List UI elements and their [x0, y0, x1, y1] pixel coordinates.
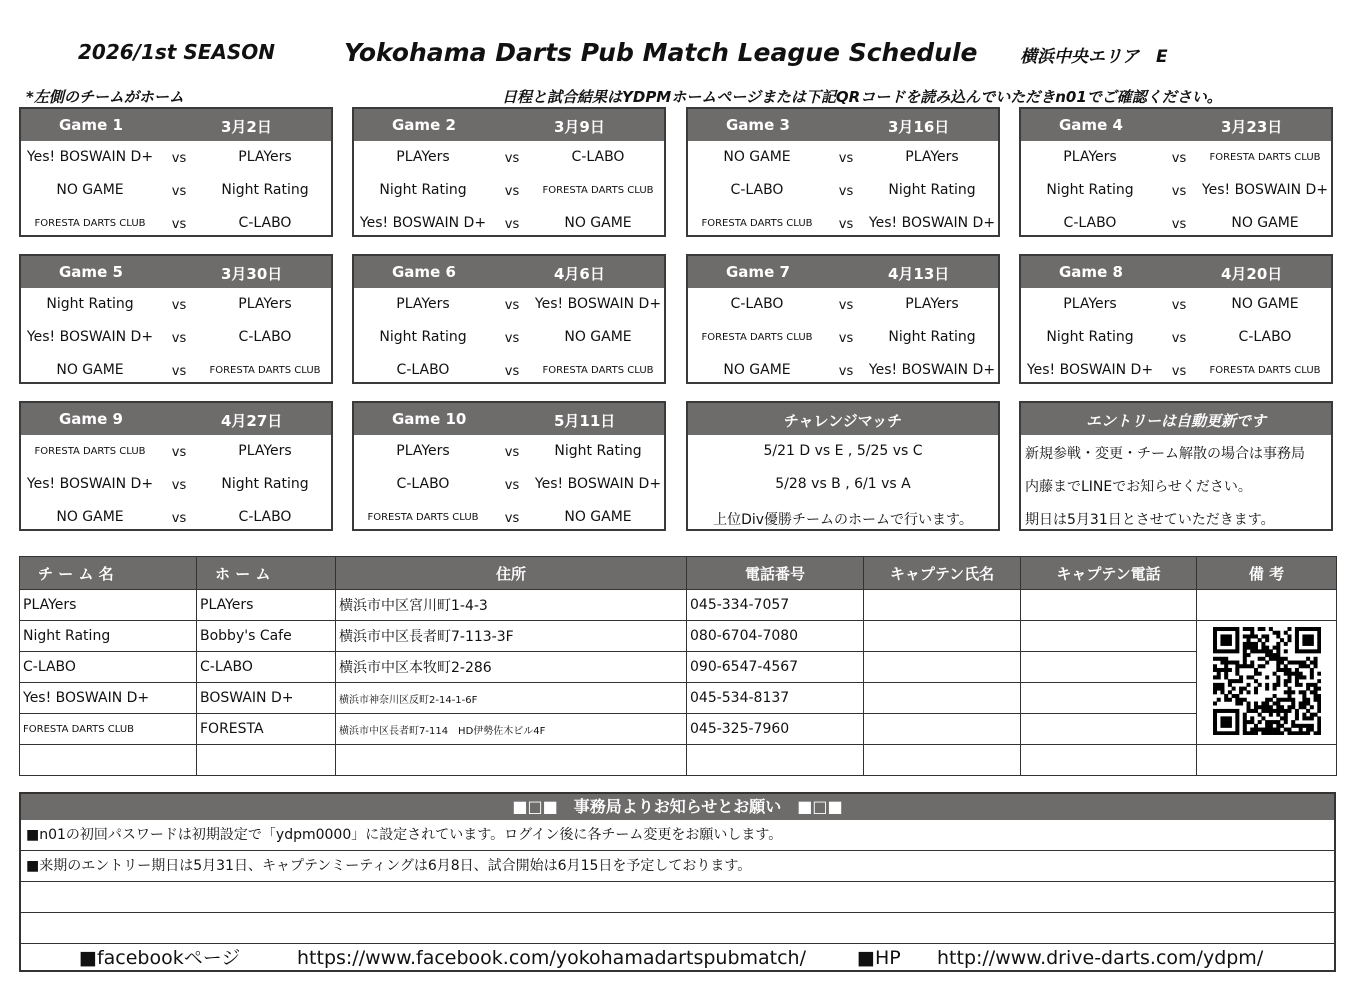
match-row: [21, 288, 331, 321]
vs-label: vs: [838, 364, 854, 379]
qr-code-icon[interactable]: [1213, 627, 1321, 735]
away-team: Night Rating: [888, 329, 976, 345]
facebook-link[interactable]: https://www.facebook.com/yokohamadartspubmatch/: [297, 947, 806, 969]
entry-box-line: 内藤までLINEでお知らせください。: [1025, 479, 1252, 495]
vs-label: vs: [171, 151, 187, 166]
home-cell: Bobby's Cafe: [197, 621, 336, 652]
home-cell: FORESTA: [197, 714, 336, 745]
entry-box-title: エントリーは自動更新です: [1085, 412, 1266, 430]
game-header: [21, 109, 331, 141]
challenge-box-line-row: [688, 435, 998, 468]
home-team: FORESTA DARTS CLUB: [701, 332, 813, 343]
challenge-box-line: 5/28 vs B , 6/1 vs A: [775, 476, 911, 492]
challenge-box: [686, 401, 1000, 531]
vs-label: vs: [171, 445, 187, 460]
game-box: [352, 254, 666, 384]
vs-label: vs: [838, 217, 854, 232]
game-date: 3月23日: [1221, 118, 1283, 136]
home-team: C-LABO: [396, 362, 450, 378]
home-team: C-LABO: [730, 296, 784, 312]
team-name-cell: [20, 745, 197, 776]
notice-line: ■n01の初回パスワードは初期設定で「ydpm0000」に設定されています。ログイン後に各チーム変更をお願いします。: [21, 820, 1334, 851]
vs-label: vs: [1171, 184, 1187, 199]
match-row: [21, 321, 331, 354]
area-label: 横浜中央エリア E: [1020, 47, 1168, 67]
vs-label: vs: [838, 184, 854, 199]
match-row: [688, 174, 998, 207]
remarks-cell: [1197, 745, 1337, 776]
home-team: PLAYers: [396, 149, 450, 165]
home-team: PLAYers: [1063, 149, 1117, 165]
home-team: PLAYers: [396, 296, 450, 312]
away-team: NO GAME: [564, 329, 632, 345]
game-header: [354, 256, 664, 288]
game-header: [1021, 109, 1331, 141]
match-row: [1021, 354, 1331, 387]
match-row: [1021, 174, 1331, 207]
away-team: PLAYers: [238, 443, 292, 459]
game-number: Game 1: [59, 116, 123, 134]
challenge-box-line-row: [688, 501, 998, 534]
entry-box-line-row: [1021, 435, 1331, 468]
captain-name-cell[interactable]: [864, 745, 1021, 776]
game-number: Game 10: [392, 410, 467, 428]
home-team: FORESTA DARTS CLUB: [34, 446, 146, 457]
game-number: Game 9: [59, 410, 123, 428]
home-team: NO GAME: [56, 509, 124, 525]
away-team: C-LABO: [571, 149, 625, 165]
notice-title: ■□■ 事務局よりお知らせとお願い ■□■: [21, 794, 1334, 820]
game-header: [688, 109, 998, 141]
phone-cell: [687, 745, 864, 776]
home-team: FORESTA DARTS CLUB: [701, 218, 813, 229]
game-header: [21, 403, 331, 435]
away-team: Yes! BOSWAIN D+: [868, 362, 996, 378]
vs-label: vs: [1171, 151, 1187, 166]
teams-table: [19, 556, 1337, 776]
game-box: [686, 107, 1000, 237]
home-team: PLAYers: [1063, 296, 1117, 312]
vs-label: vs: [171, 331, 187, 346]
home-team: Yes! BOSWAIN D+: [359, 215, 487, 231]
address-cell: [336, 745, 687, 776]
match-row: [21, 501, 331, 534]
home-team: Night Rating: [379, 182, 467, 198]
challenge-box-line: 上位Div優勝チームのホームで行います。: [713, 512, 973, 528]
team-name-cell: PLAYers: [20, 590, 197, 621]
game-date: 3月9日: [554, 118, 605, 136]
phone-cell: 045-325-7960: [687, 714, 864, 745]
game-date: 4月20日: [1221, 265, 1283, 283]
vs-label: vs: [504, 511, 520, 526]
home-team: Yes! BOSWAIN D+: [26, 329, 154, 345]
away-team: FORESTA DARTS CLUB: [542, 185, 654, 196]
game-box: [1019, 254, 1333, 384]
match-row: [688, 141, 998, 174]
match-row: [21, 354, 331, 387]
away-team: C-LABO: [1238, 329, 1292, 345]
match-row: [1021, 321, 1331, 354]
vs-label: vs: [504, 445, 520, 460]
match-row: [354, 354, 664, 387]
notice-line: ■来期のエントリー期日は5月31日、キャプテンミーティングは6月8日、試合開始は6月15日を予定しております。: [21, 851, 1334, 882]
phone-cell: 045-534-8137: [687, 683, 864, 714]
home-cell: C-LABO: [197, 652, 336, 683]
away-team: FORESTA DARTS CLUB: [209, 365, 321, 376]
game-box: [19, 254, 333, 384]
away-team: Night Rating: [554, 443, 642, 459]
phone-cell: 045-334-7057: [687, 590, 864, 621]
home-team-note: *左側のチームがホーム: [26, 88, 184, 106]
match-row: [21, 174, 331, 207]
challenge-box-line-row: [688, 468, 998, 501]
home-team: Yes! BOSWAIN D+: [26, 476, 154, 492]
away-team: Yes! BOSWAIN D+: [534, 476, 662, 492]
game-date: 3月2日: [221, 118, 272, 136]
game-header: [354, 403, 664, 435]
header-captain-name: キャプテン氏名: [864, 557, 1021, 590]
home-team: Yes! BOSWAIN D+: [26, 149, 154, 165]
captain-name-cell[interactable]: [864, 590, 1021, 621]
game-box: [352, 401, 666, 531]
game-number: Game 2: [392, 116, 456, 134]
vs-label: vs: [171, 364, 187, 379]
away-team: Yes! BOSWAIN D+: [534, 296, 662, 312]
away-team: C-LABO: [238, 329, 292, 345]
game-number: Game 3: [726, 116, 790, 134]
phone-cell: 090-6547-4567: [687, 652, 864, 683]
home-team: Night Rating: [46, 296, 134, 312]
entry-box-header: [1021, 403, 1331, 435]
phone-cell: 080-6704-7080: [687, 621, 864, 652]
table-row: [20, 714, 1337, 745]
game-number: Game 7: [726, 263, 790, 281]
captain-name-cell[interactable]: [864, 714, 1021, 745]
away-team: PLAYers: [238, 149, 292, 165]
match-row: [354, 468, 664, 501]
match-row: [21, 468, 331, 501]
header-team-name: チ ー ム 名: [20, 557, 197, 590]
home-team: NO GAME: [56, 362, 124, 378]
away-team: NO GAME: [1231, 215, 1299, 231]
table-row: [20, 590, 1337, 621]
away-team: FORESTA DARTS CLUB: [542, 365, 654, 376]
team-name-cell: Yes! BOSWAIN D+: [20, 683, 197, 714]
notice-line: [21, 913, 1334, 944]
captain-name-cell[interactable]: [864, 683, 1021, 714]
home-team: Night Rating: [379, 329, 467, 345]
header-phone: 電話番号: [687, 557, 864, 590]
game-box: [352, 107, 666, 237]
home-cell: PLAYers: [197, 590, 336, 621]
home-team: FORESTA DARTS CLUB: [367, 512, 479, 523]
header-captain-phone: キャプテン電話: [1021, 557, 1197, 590]
match-row: [688, 354, 998, 387]
captain-phone-cell[interactable]: [1021, 683, 1197, 714]
away-team: FORESTA DARTS CLUB: [1209, 152, 1321, 163]
match-row: [354, 321, 664, 354]
match-row: [354, 435, 664, 468]
address-cell: 横浜市中区本牧町2-286: [336, 652, 687, 683]
table-row: [20, 745, 1337, 776]
table-row: [20, 621, 1337, 652]
entry-box-line: 新規参戦・変更・チーム解散の場合は事務局: [1025, 446, 1305, 462]
match-row: [21, 141, 331, 174]
game-header: [354, 109, 664, 141]
away-team: C-LABO: [238, 215, 292, 231]
home-team: Night Rating: [1046, 329, 1134, 345]
captain-phone-cell[interactable]: [1021, 714, 1197, 745]
captain-name-cell[interactable]: [864, 621, 1021, 652]
vs-label: vs: [504, 298, 520, 313]
away-team: Yes! BOSWAIN D+: [868, 215, 996, 231]
address-cell: 横浜市中区宮川町1-4-3: [336, 590, 687, 621]
captain-phone-cell[interactable]: [1021, 652, 1197, 683]
captain-phone-cell[interactable]: [1021, 621, 1197, 652]
match-row: [21, 435, 331, 468]
match-row: [688, 207, 998, 240]
home-team: FORESTA DARTS CLUB: [34, 218, 146, 229]
match-row: [354, 501, 664, 534]
entry-box: [1019, 401, 1333, 531]
vs-label: vs: [1171, 217, 1187, 232]
hp-label: ■HP: [857, 947, 901, 969]
game-date: 4月6日: [554, 265, 605, 283]
home-team: C-LABO: [730, 182, 784, 198]
vs-label: vs: [504, 331, 520, 346]
away-team: PLAYers: [905, 296, 959, 312]
away-team: NO GAME: [1231, 296, 1299, 312]
results-note: 日程と試合結果はYDPMホームページまたは下記QRコードを読み込んでいただきn01でご確認ください。: [502, 88, 1222, 106]
home-cell: [197, 745, 336, 776]
address-cell: 横浜市神奈川区反町2-14-1-6F: [336, 683, 687, 714]
home-team: NO GAME: [56, 182, 124, 198]
match-row: [688, 321, 998, 354]
away-team: PLAYers: [905, 149, 959, 165]
vs-label: vs: [504, 151, 520, 166]
game-number: Game 8: [1059, 263, 1123, 281]
away-team: PLAYers: [238, 296, 292, 312]
vs-label: vs: [504, 217, 520, 232]
vs-label: vs: [171, 217, 187, 232]
away-team: NO GAME: [564, 215, 632, 231]
team-name-cell: FORESTA DARTS CLUB: [20, 714, 197, 745]
notice-line: [21, 882, 1334, 913]
home-team: NO GAME: [723, 149, 791, 165]
header-home: ホ ー ム: [197, 557, 336, 590]
season-label: 2026/1st SEASON: [78, 40, 276, 64]
match-row: [688, 288, 998, 321]
game-box: [19, 107, 333, 237]
header-address: 住所: [336, 557, 687, 590]
vs-label: vs: [171, 478, 187, 493]
facebook-label: ■facebookページ: [79, 947, 241, 969]
vs-label: vs: [504, 184, 520, 199]
vs-label: vs: [1171, 331, 1187, 346]
challenge-box-title: チャレンジマッチ: [783, 412, 903, 430]
match-row: [354, 288, 664, 321]
vs-label: vs: [171, 298, 187, 313]
entry-box-line-row: [1021, 468, 1331, 501]
home-team: C-LABO: [396, 476, 450, 492]
match-row: [354, 141, 664, 174]
home-team: PLAYers: [396, 443, 450, 459]
away-team: Yes! BOSWAIN D+: [1201, 182, 1329, 198]
challenge-box-header: [688, 403, 998, 435]
match-row: [1021, 207, 1331, 240]
entry-box-line-row: [1021, 501, 1331, 534]
address-cell: 横浜市中区長者町7-114 HD伊勢佐木ビル4F: [336, 714, 687, 745]
game-header: [688, 256, 998, 288]
teams-table-header: [20, 557, 1337, 590]
vs-label: vs: [504, 364, 520, 379]
vs-label: vs: [504, 478, 520, 493]
vs-label: vs: [838, 151, 854, 166]
entry-box-line: 期日は5月31日とさせていただきます。: [1025, 512, 1275, 528]
captain-phone-cell[interactable]: [1021, 745, 1197, 776]
game-box: [19, 401, 333, 531]
away-team: C-LABO: [238, 509, 292, 525]
vs-label: vs: [171, 184, 187, 199]
match-row: [1021, 288, 1331, 321]
game-date: 3月16日: [888, 118, 950, 136]
match-row: [354, 174, 664, 207]
game-date: 5月11日: [554, 412, 616, 430]
table-row: [20, 652, 1337, 683]
away-team: Night Rating: [221, 182, 309, 198]
game-number: Game 5: [59, 263, 123, 281]
away-team: NO GAME: [564, 509, 632, 525]
game-header: [1021, 256, 1331, 288]
table-row: [20, 683, 1337, 714]
game-date: 4月13日: [888, 265, 950, 283]
hp-link[interactable]: http://www.drive-darts.com/ydpm/: [937, 947, 1264, 969]
away-team: Night Rating: [888, 182, 976, 198]
away-team: Night Rating: [221, 476, 309, 492]
vs-label: vs: [171, 511, 187, 526]
notice-box: [19, 792, 1336, 972]
remarks-cell: [1197, 590, 1337, 621]
home-team: Yes! BOSWAIN D+: [1026, 362, 1154, 378]
game-number: Game 4: [1059, 116, 1123, 134]
page-title: Yokohama Darts Pub Match League Schedule: [344, 38, 978, 67]
captain-name-cell[interactable]: [864, 652, 1021, 683]
address-cell: 横浜市中区長者町7-113-3F: [336, 621, 687, 652]
game-box: [686, 254, 1000, 384]
away-team: FORESTA DARTS CLUB: [1209, 365, 1321, 376]
captain-phone-cell[interactable]: [1021, 590, 1197, 621]
match-row: [354, 207, 664, 240]
vs-label: vs: [838, 331, 854, 346]
match-row: [1021, 141, 1331, 174]
links-footer: [21, 944, 1334, 972]
vs-label: vs: [1171, 298, 1187, 313]
game-date: 4月27日: [221, 412, 283, 430]
team-name-cell: Night Rating: [20, 621, 197, 652]
challenge-box-line: 5/21 D vs E , 5/25 vs C: [763, 443, 923, 459]
team-name-cell: C-LABO: [20, 652, 197, 683]
match-row: [21, 207, 331, 240]
home-team: C-LABO: [1063, 215, 1117, 231]
qr-cell: [1197, 621, 1337, 745]
game-number: Game 6: [392, 263, 456, 281]
vs-label: vs: [1171, 364, 1187, 379]
home-team: NO GAME: [723, 362, 791, 378]
game-date: 3月30日: [221, 265, 283, 283]
header-remarks: 備 考: [1197, 557, 1337, 590]
vs-label: vs: [838, 298, 854, 313]
home-team: Night Rating: [1046, 182, 1134, 198]
game-box: [1019, 107, 1333, 237]
home-cell: BOSWAIN D+: [197, 683, 336, 714]
game-header: [21, 256, 331, 288]
